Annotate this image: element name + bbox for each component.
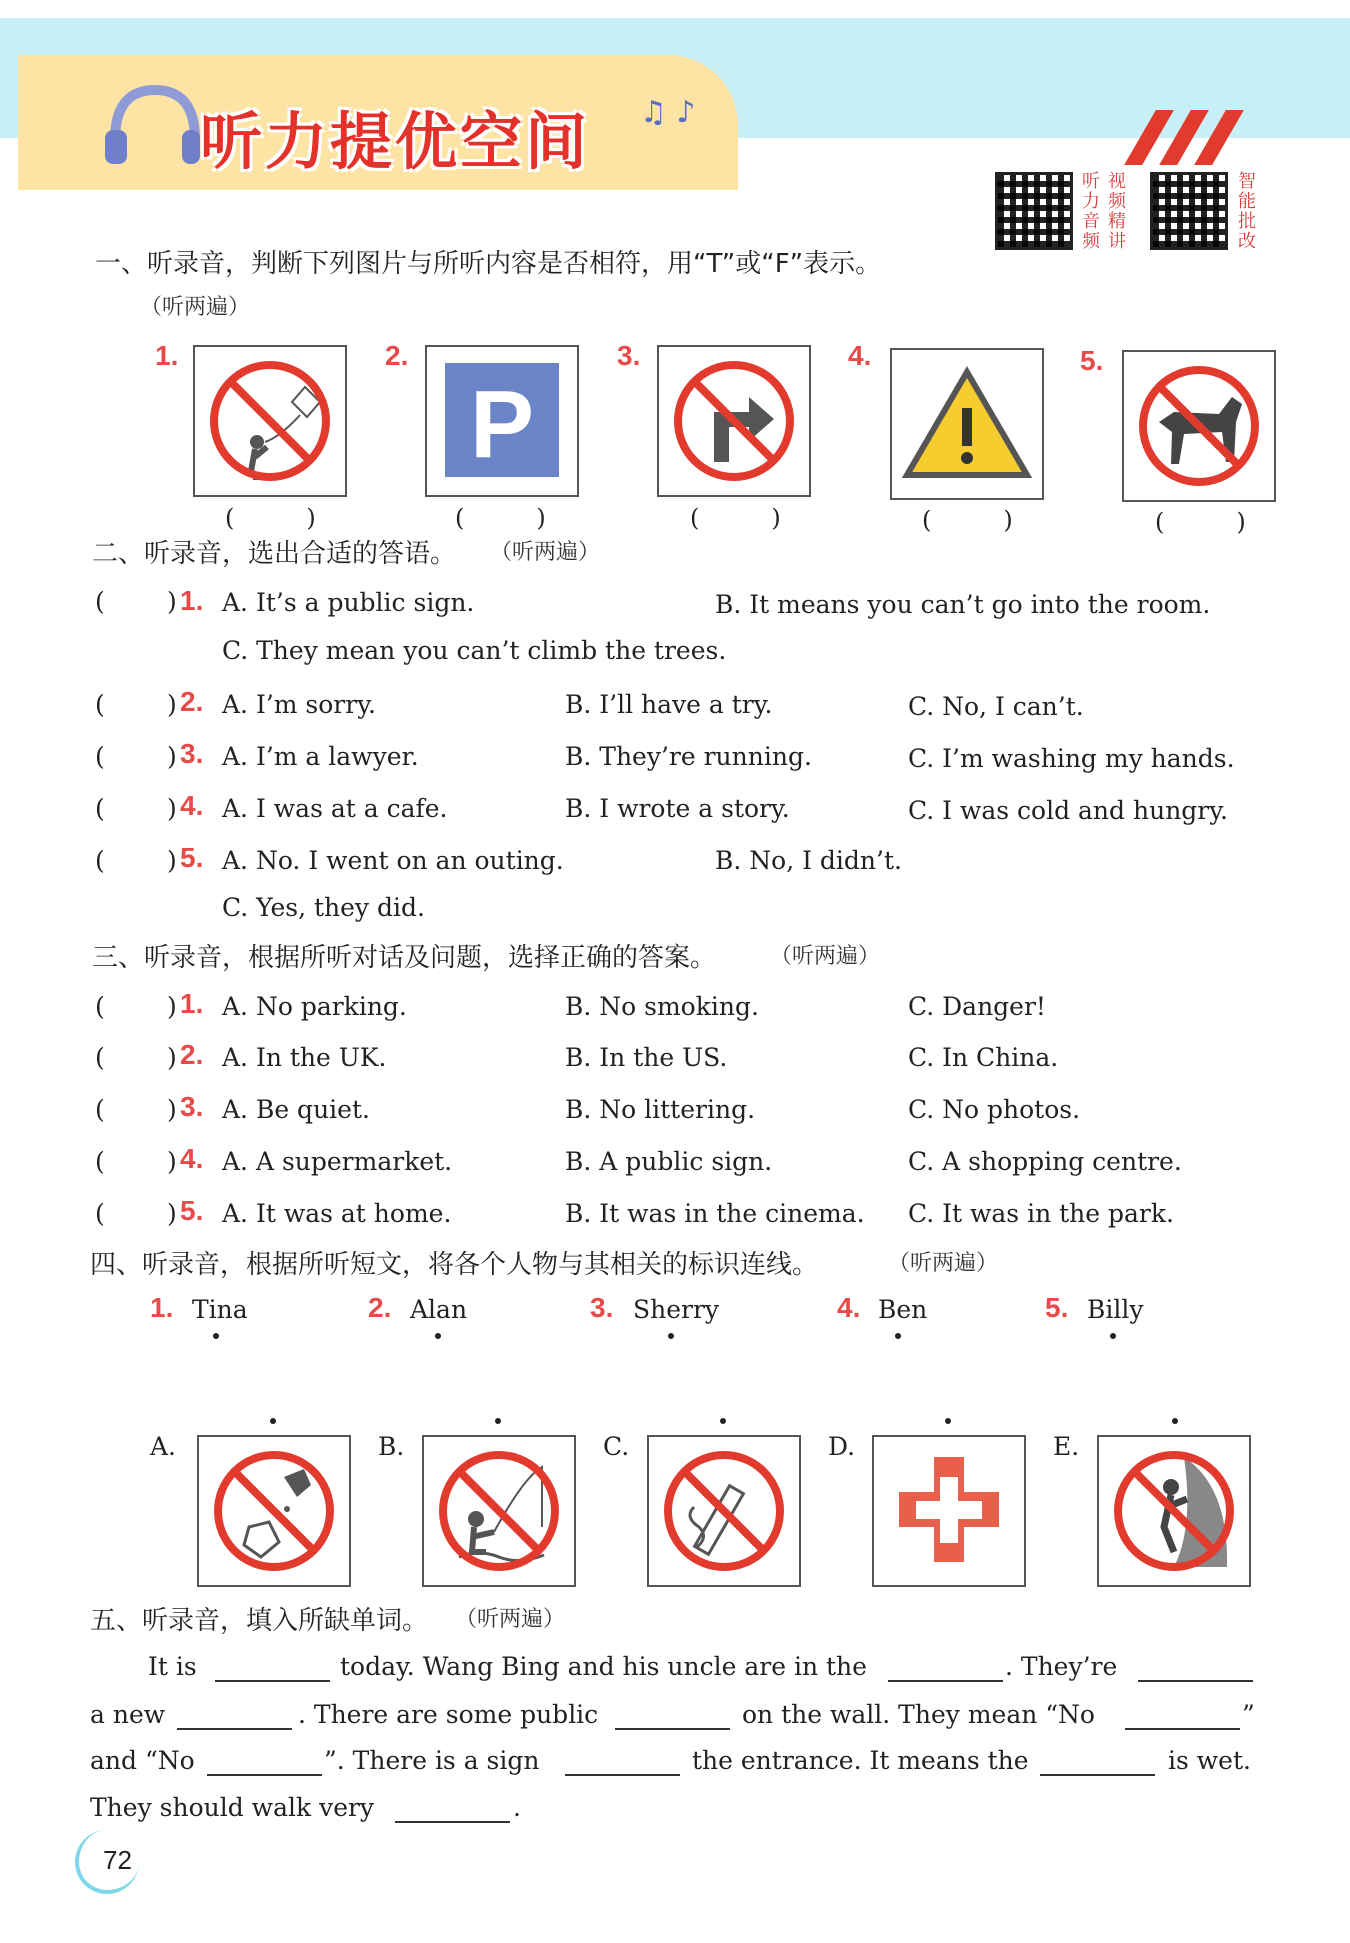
passage-text: a new — [90, 1700, 166, 1729]
connect-dot[interactable] — [668, 1333, 674, 1339]
option-a: A. It’s a public sign. — [222, 588, 475, 617]
page-title: 听力提优空间 — [200, 105, 591, 178]
connect-dot[interactable] — [270, 1418, 276, 1424]
fill-blank[interactable] — [1138, 1680, 1253, 1682]
paren-open[interactable]: ( — [95, 992, 105, 1021]
no-climbing-sign — [1097, 1435, 1251, 1587]
paren-close[interactable]: ) — [167, 992, 177, 1021]
question-number: 3. — [180, 738, 204, 769]
option-a: A. A supermarket. — [222, 1147, 453, 1176]
option-c: C. Danger! — [908, 992, 1046, 1021]
option-a: A. In the UK. — [222, 1043, 387, 1072]
connect-dot[interactable] — [720, 1418, 726, 1424]
question-number: 5. — [180, 842, 204, 873]
question-number: 2. — [180, 1039, 204, 1070]
person-number: 5. — [1045, 1292, 1069, 1323]
option-c: C. In China. — [908, 1043, 1059, 1072]
option-a: A. Be quiet. — [222, 1095, 370, 1124]
paren-open[interactable]: ( — [95, 1095, 105, 1124]
paren-open[interactable]: ( — [95, 794, 105, 823]
option-b: B. It means you can’t go into the room. — [715, 590, 1211, 619]
answer-blank[interactable]: ( ) — [922, 506, 1013, 534]
option-b: B. I wrote a story. — [565, 794, 790, 823]
option-a: A. No parking. — [222, 992, 407, 1021]
fill-blank[interactable] — [395, 1821, 510, 1823]
passage-text: on the wall. They mean “No — [742, 1700, 1095, 1729]
paren-close[interactable]: ) — [167, 1147, 177, 1176]
item-number: 4. — [848, 340, 872, 371]
warning-sign — [890, 348, 1044, 500]
paren-close[interactable]: ) — [167, 587, 177, 616]
option-b: B. I’ll have a try. — [565, 690, 773, 719]
svg-text:P: P — [469, 371, 535, 478]
paren-open[interactable]: ( — [95, 587, 105, 616]
person-number: 2. — [368, 1292, 392, 1323]
qr-label-video: 视频精讲 — [1108, 171, 1126, 252]
option-c: C. They mean you can’t climb the trees. — [222, 636, 727, 665]
connect-dot[interactable] — [895, 1333, 901, 1339]
option-b: B. No littering. — [565, 1095, 756, 1124]
passage-text: ” — [1242, 1700, 1255, 1729]
connect-dot[interactable] — [945, 1418, 951, 1424]
paren-close[interactable]: ) — [167, 1043, 177, 1072]
parking-sign — [425, 345, 579, 497]
connect-dot[interactable] — [495, 1418, 501, 1424]
item-number: 1. — [155, 340, 179, 371]
option-a: A. It was at home. — [222, 1199, 452, 1228]
sign-letter: D. — [828, 1432, 856, 1461]
paren-close[interactable]: ) — [167, 846, 177, 875]
passage-text: the entrance. It means the — [692, 1746, 1029, 1775]
option-c: C. Yes, they did. — [222, 893, 425, 922]
item-number: 3. — [617, 340, 641, 371]
passage-text: . — [513, 1793, 521, 1822]
option-c: C. It was in the park. — [908, 1199, 1174, 1228]
fill-blank[interactable] — [1125, 1728, 1240, 1730]
passage-text: . There are some public — [298, 1700, 599, 1729]
item-number: 5. — [1080, 345, 1104, 376]
paren-close[interactable]: ) — [167, 742, 177, 771]
fill-blank[interactable] — [207, 1774, 322, 1776]
answer-blank[interactable]: ( ) — [1155, 508, 1246, 536]
no-dogs-sign — [1122, 350, 1276, 502]
qr-code-icon[interactable] — [1150, 172, 1228, 250]
question-number: 2. — [180, 686, 204, 717]
person-name: Alan — [410, 1295, 468, 1324]
option-c: C. I was cold and hungry. — [908, 796, 1228, 825]
section1-note: （听两遍） — [140, 295, 251, 320]
fill-blank[interactable] — [215, 1680, 330, 1682]
qr-code-icon[interactable] — [995, 172, 1073, 250]
question-number: 1. — [180, 988, 204, 1019]
passage-text: ”. There is a sign — [324, 1746, 540, 1775]
sign-letter: C. — [603, 1432, 630, 1461]
page-number: 72 — [103, 1845, 132, 1875]
question-number: 4. — [180, 1143, 204, 1174]
option-a: A. I was at a cafe. — [222, 794, 448, 823]
paren-close[interactable]: ) — [167, 1199, 177, 1228]
first-aid-sign — [872, 1435, 1026, 1587]
no-right-turn-sign — [657, 345, 811, 497]
question-number: 4. — [180, 790, 204, 821]
qr-label-listening: 听力音频 — [1082, 171, 1100, 252]
person-number: 4. — [837, 1292, 861, 1323]
section4-title: 四、听录音，根据所听短文，将各个人物与其相关的标识连线。 — [90, 1250, 819, 1280]
section2-note: （听两遍） — [490, 540, 601, 565]
sign-letter: A. — [150, 1432, 177, 1461]
passage-text: today. Wang Bing and his uncle are in the — [340, 1652, 867, 1681]
person-name: Tina — [192, 1295, 248, 1324]
headphones-icon — [100, 80, 200, 174]
paren-open[interactable]: ( — [95, 1043, 105, 1072]
paren-close[interactable]: ) — [167, 794, 177, 823]
option-c: C. I’m washing my hands. — [908, 744, 1235, 773]
connect-dot[interactable] — [213, 1333, 219, 1339]
fill-blank[interactable] — [1040, 1774, 1155, 1776]
option-b: B. It was in the cinema. — [565, 1199, 865, 1228]
option-b: B. In the US. — [565, 1043, 728, 1072]
section2-title: 二、听录音，选出合适的答语。 — [92, 539, 457, 569]
passage-text: . They’re — [1005, 1652, 1118, 1681]
paren-open[interactable]: ( — [95, 690, 105, 719]
answer-blank[interactable]: ( ) — [225, 504, 316, 532]
question-number: 1. — [180, 585, 204, 616]
paren-open[interactable]: ( — [95, 1199, 105, 1228]
qr-label-grading: 智能批改 — [1238, 171, 1256, 252]
no-smoking-sign — [647, 1435, 801, 1587]
passage-text: and “No — [90, 1746, 195, 1775]
no-fishing-sign — [422, 1435, 576, 1587]
option-a: A. I’m sorry. — [222, 690, 376, 719]
connect-dot[interactable] — [1110, 1333, 1116, 1339]
option-b: B. No smoking. — [565, 992, 759, 1021]
section3-note: （听两遍） — [770, 944, 881, 969]
fill-blank[interactable] — [615, 1728, 730, 1730]
connect-dot[interactable] — [1172, 1418, 1178, 1424]
music-note-icon: ♫ ♪ — [640, 95, 696, 130]
paren-open[interactable]: ( — [95, 742, 105, 771]
option-c: C. No, I can’t. — [908, 692, 1084, 721]
fill-blank[interactable] — [177, 1728, 292, 1730]
question-number: 5. — [180, 1195, 204, 1226]
answer-blank[interactable]: ( ) — [690, 504, 781, 532]
person-name: Ben — [878, 1295, 928, 1324]
no-littering-sign — [197, 1435, 351, 1587]
section5-note: （听两遍） — [455, 1607, 566, 1632]
answer-blank[interactable]: ( ) — [455, 504, 546, 532]
person-name: Sherry — [633, 1295, 720, 1324]
option-a: A. I’m a lawyer. — [222, 742, 419, 771]
paren-close[interactable]: ) — [167, 690, 177, 719]
paren-open[interactable]: ( — [95, 846, 105, 875]
paren-close[interactable]: ) — [167, 1095, 177, 1124]
passage-text: They should walk very — [90, 1793, 375, 1822]
fill-blank[interactable] — [888, 1680, 1003, 1682]
passage-text: It is — [148, 1652, 197, 1681]
fill-blank[interactable] — [565, 1774, 680, 1776]
person-number: 3. — [590, 1292, 614, 1323]
section5-title: 五、听录音，填入所缺单词。 — [90, 1606, 429, 1636]
paren-open[interactable]: ( — [95, 1147, 105, 1176]
option-b: B. They’re running. — [565, 742, 812, 771]
sign-letter: E. — [1053, 1432, 1080, 1461]
passage-text: is wet. — [1168, 1746, 1251, 1775]
connect-dot[interactable] — [435, 1333, 441, 1339]
section1-title: 一、听录音，判断下列图片与所听内容是否相符，用“T”或“F”表示。 — [95, 249, 882, 279]
option-a: A. No. I went on an outing. — [222, 846, 564, 875]
person-number: 1. — [150, 1292, 174, 1323]
no-kite-flying-sign — [193, 345, 347, 497]
section4-note: （听两遍） — [888, 1251, 999, 1276]
option-c: C. A shopping centre. — [908, 1147, 1182, 1176]
person-name: Billy — [1087, 1295, 1144, 1324]
sign-letter: B. — [378, 1432, 405, 1461]
item-number: 2. — [385, 340, 409, 371]
option-b: B. No, I didn’t. — [715, 846, 902, 875]
section3-title: 三、听录音，根据所听对话及问题，选择正确的答案。 — [92, 943, 717, 973]
option-b: B. A public sign. — [565, 1147, 773, 1176]
question-number: 3. — [180, 1091, 204, 1122]
option-c: C. No photos. — [908, 1095, 1081, 1124]
